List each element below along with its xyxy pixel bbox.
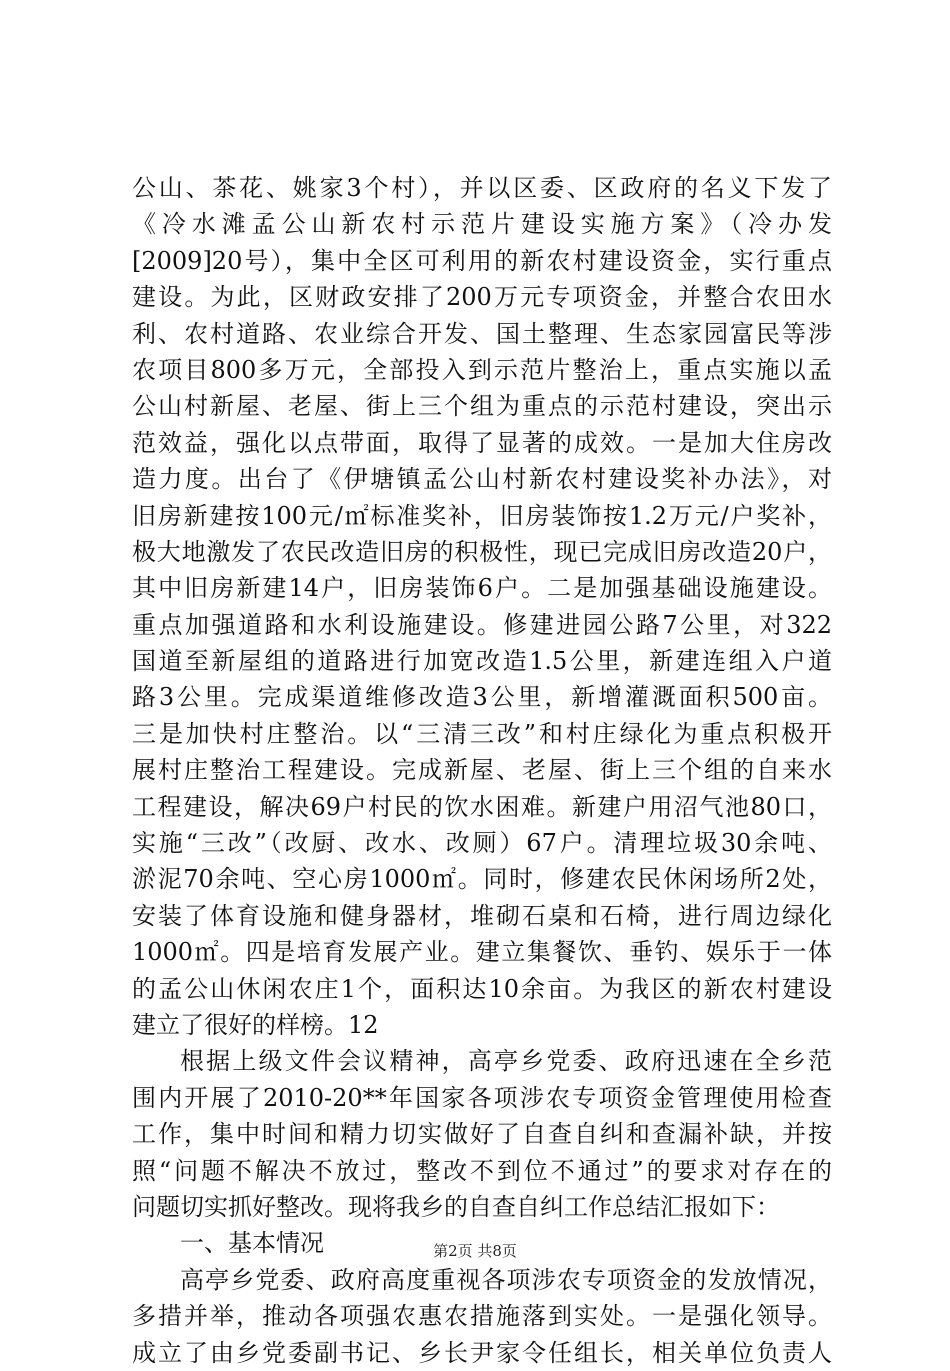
text-line: 成立了由乡党委副书记、乡长尹家令任组长，相关单位负责人 [132,1338,832,1367]
text-line: 造力度。出台了《伊塘镇孟公山村新农村建设奖补办法》，对 [132,465,832,494]
text-line: 1000㎡。四是培育发展产业。建立集餐饮、垂钓、娱乐于一体 [132,938,832,967]
text-line: 建立了很好的样榜。12 [132,1010,379,1039]
text-line: 重点加强道路和水利设施建设。修建进园公路7公里，对322 [132,610,832,639]
text-line: 农项目800多万元，全部投入到示范片整治上，重点实施以孟 [132,355,832,384]
text-line: 根据上级文件会议精神，高亭乡党委、政府迅速在全乡范 [180,1047,832,1076]
text-line: 问题切实抓好整改。现将我乡的自查自纠工作总结汇报如下： [132,1192,780,1221]
text-line: 其中旧房新建14户，旧房装饰6户。二是加强基础设施建设。 [132,574,832,603]
text-line: 淤泥70余吨、空心房1000㎡。同时，修建农民休闲场所2处， [132,865,832,894]
text-line: 公山、茶花、姚家3个村），并以区委、区政府的名义下发了 [132,174,832,202]
document-body [132,170,832,1371]
text-line: 的孟公山休闲农庄1个，面积达10余亩。为我区的新农村建设 [132,974,832,1003]
text-line: 旧房新建按100元/㎡标准奖补，旧房装饰按1.2万元/户奖补， [132,501,832,530]
text-line: 国道至新屋组的道路进行加宽改造1.5公里，新建连组入户道 [132,647,832,676]
text-line: 多措并举，推动各项强农惠农措施落到实处。一是强化领导。 [132,1302,832,1331]
section-heading: 一、基本情况 [180,1229,324,1258]
text-line: 安装了体育设施和健身器材，堆砌石桌和石椅，进行周边绿化 [132,901,832,930]
text-line: [2009]20号），集中全区可利用的新农村建设资金，实行重点 [132,246,832,275]
text-line: 照“问题不解决不放过，整改不到位不通过”的要求对存在的 [132,1156,832,1185]
text-line: 高亭乡党委、政府高度重视各项涉农专项资金的发放情况， [180,1265,832,1294]
text-line: 展村庄整治工程建设。完成新屋、老屋、街上三个组的自来水 [132,756,832,785]
page-footer: 第2页 共8页 [433,1242,517,1260]
text-line: 范效益，强化以点带面，取得了显著的成效。一是加大住房改 [132,428,832,457]
text-line: 围内开展了2010-20**年国家各项涉农专项资金管理使用检查 [132,1083,832,1112]
text-line: 三是加快村庄整治。以“三清三改”和村庄绿化为重点积极开 [132,719,832,748]
text-line: 极大地激发了农民改造旧房的积极性，现已完成旧房改造20户， [132,537,832,566]
text-line: 《冷水滩孟公山新农村示范片建设实施方案》（冷办发 [132,210,832,239]
text-line: 实施“三改”（改厨、改水、改厕）67户。清理垃圾30余吨、 [132,829,832,858]
text-line: 路3公里。完成渠道维修改造3公里，新增灌溉面积500亩。 [132,683,832,712]
text-line: 利、农村道路、农业综合开发、国土整理、生态家园富民等涉 [132,319,832,348]
text-line: 公山村新屋、老屋、街上三个组为重点的示范村建设，突出示 [132,392,832,421]
text-line: 工作，集中时间和精力切实做好了自查自纠和查漏补缺，并按 [132,1120,832,1149]
text-line: 建设。为此，区财政安排了200万元专项资金，并整合农田水 [132,283,832,312]
text-line: 工程建设，解决69户村民的饮水困难。新建户用沼气池80口， [132,792,832,821]
